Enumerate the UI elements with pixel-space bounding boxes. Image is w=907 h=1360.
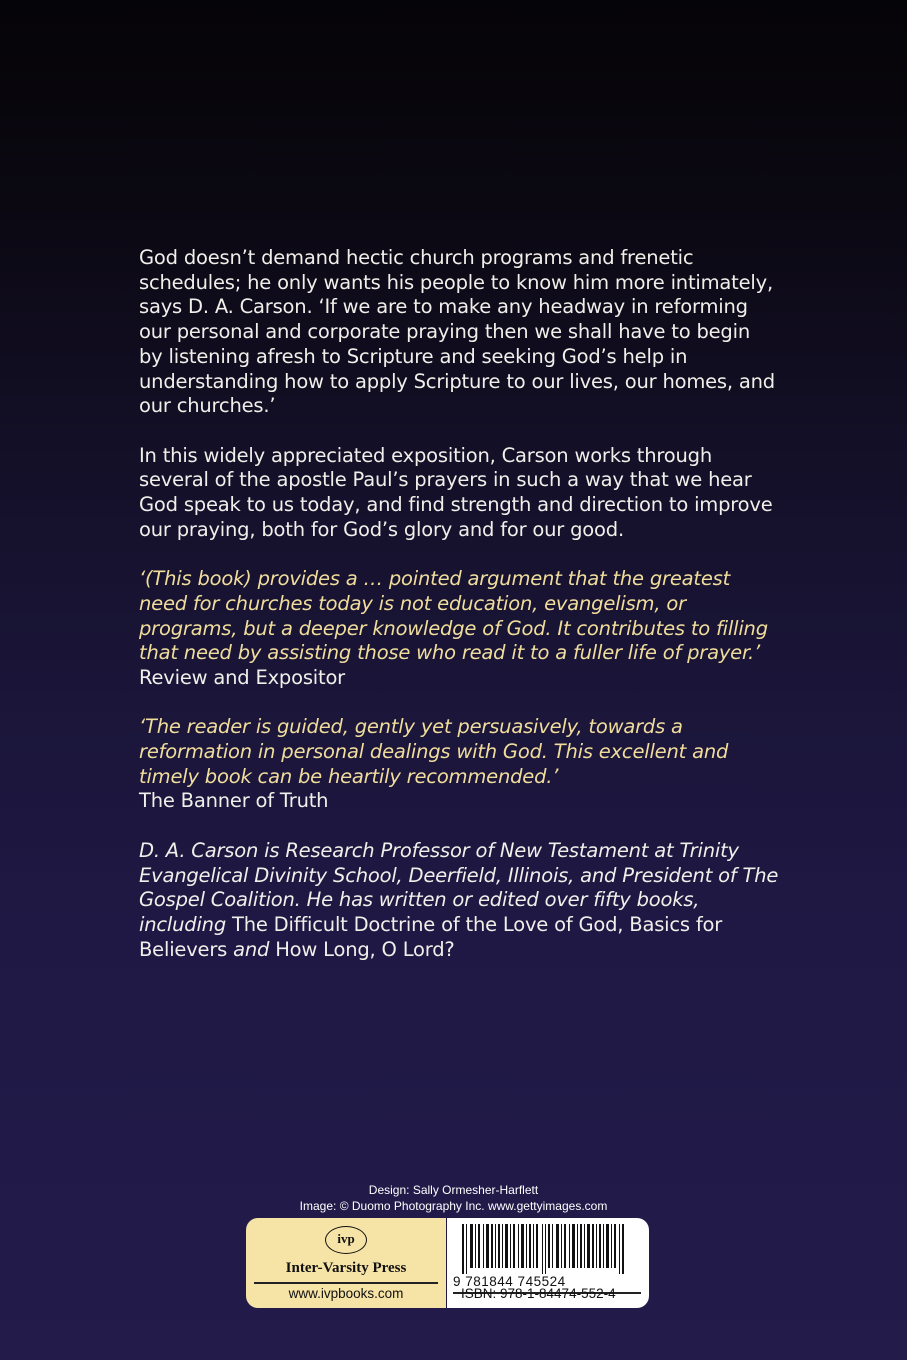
- ivp-logo-icon: ivp: [325, 1226, 367, 1254]
- book-titles: The Difficult Doctrine of the Love of God, Basics for Believers: [139, 912, 723, 961]
- review-source: Review and Expositor: [139, 665, 345, 689]
- divider: [254, 1282, 438, 1284]
- back-cover-copy: [139, 246, 779, 987]
- blurb-paragraph-2: In this widely appreciated exposition, Carson works through several of the apostle Paul’s prayers in such a way that we hear God speak to us today, and find strength and direction to improve our praying, both for God’s glory and for our good.: [139, 443, 773, 541]
- review-2: [139, 715, 779, 814]
- book-title: How Long, O Lord?: [275, 937, 455, 961]
- author-bio-intro: D. A. Carson is Research Professor of New Testament at Trinity Evangelical Divinity School, Deerfield, Illinois, and President of The Gospel Coalition. He has written or edited over fifty books, including: [139, 838, 779, 936]
- barcode-icon: [462, 1224, 634, 1274]
- image-credit: Image: © Duomo Photography Inc. www.gettyimages.com: [299, 1199, 608, 1213]
- blurb-paragraph-1: God doesn’t demand hectic church programs and frenetic schedules; he only wants his people to know him more intimately, says D. A. Carson. ‘If we are to make any headway in reforming our personal and corporate praying then we shall have to begin by listening afresh to Scripture and seeking God’s help in understanding how to apply Scripture to our lives, our homes, and our churches.’: [139, 246, 775, 418]
- author-bio: [139, 839, 779, 963]
- review-quote: ‘The reader is guided, gently yet persuasively, towards a reformation in personal dealings with God. This excellent and timely book can be heartily recommended.’: [139, 715, 729, 788]
- bio-conjunction: and: [227, 937, 276, 961]
- design-credit: Design: Sally Ormesher-Harflett: [368, 1183, 539, 1197]
- review-quote: ‘(This book) provides a … pointed argument that the greatest need for churches today is not education, evangelism, or programs, but a deeper knowledge of God. It contributes to filling that need by assisting those who read it to a fuller life of prayer.’: [139, 567, 768, 665]
- barcode-panel: [447, 1218, 649, 1308]
- isbn-number: ISBN: 978-1-84474-552-4: [461, 1286, 616, 1301]
- review-1: [139, 567, 779, 691]
- publisher-panel: [246, 1218, 446, 1308]
- barcode-digits: 9 781844 745524: [453, 1274, 566, 1289]
- publisher-name: Inter-Varsity Press: [285, 1260, 407, 1276]
- publisher-url: www.ivpbooks.com: [288, 1286, 404, 1301]
- review-source: The Banner of Truth: [139, 789, 329, 813]
